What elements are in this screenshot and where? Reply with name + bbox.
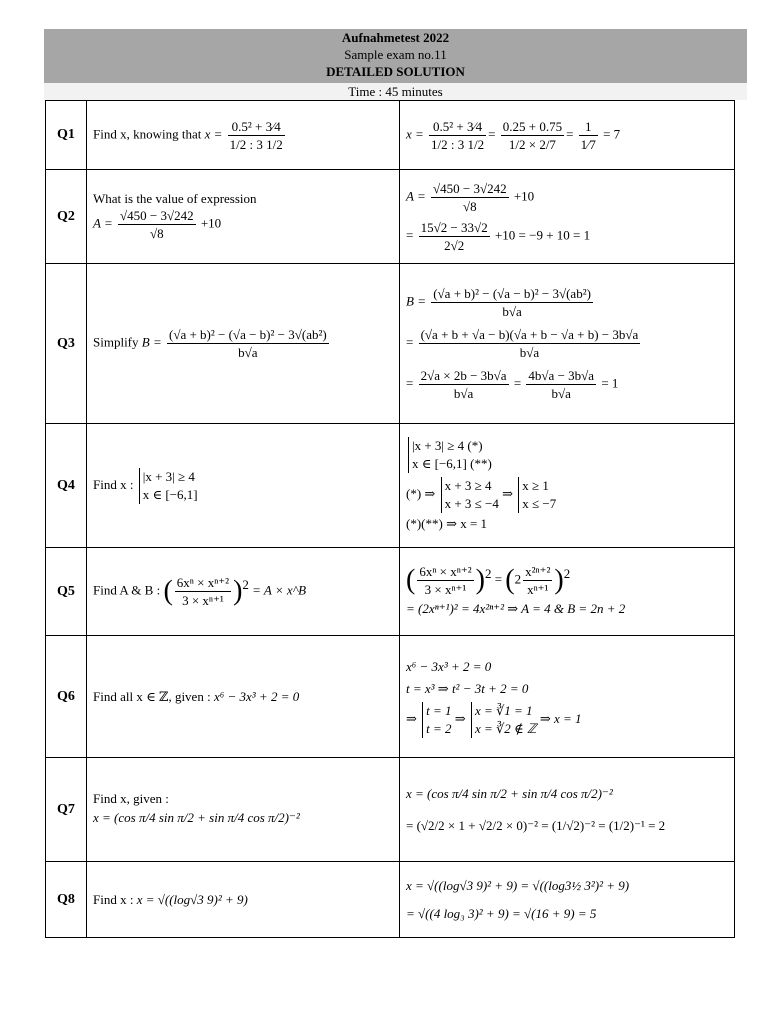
question-cell xyxy=(87,862,400,938)
fraction-numerator: 0.5² + 3⁄4 xyxy=(429,118,486,136)
fraction-denominator: b√a xyxy=(453,386,474,401)
fraction-denominator: 1/2 × 2/7 xyxy=(508,136,556,152)
table-row xyxy=(46,101,735,170)
question-prompt: Find x : xyxy=(93,476,134,492)
solution-line: t = x³ ⇒ t² − 3t + 2 = 0 xyxy=(406,680,529,696)
fraction-numerator: 6xⁿ × xⁿ⁺² xyxy=(176,575,230,590)
fraction-numerator: (√a + b)² − (√a − b)² − 3√(ab²) xyxy=(168,327,327,342)
fraction-numerator: (√a + b)² − (√a − b)² − 3√(ab²) xyxy=(433,286,591,301)
exam-subtitle: Sample exam no.11 xyxy=(344,47,447,62)
solution-lead: = xyxy=(406,375,414,391)
solution-fraction xyxy=(431,180,509,215)
table-row xyxy=(46,548,735,636)
solution-conclusion: (*)(**) ⇒ x = 1 xyxy=(406,515,488,531)
solution-cell xyxy=(400,636,735,758)
solution-cell xyxy=(400,424,735,548)
question-tail: = A × x^B xyxy=(252,582,307,598)
fraction-numerator: 15√2 − 33√2 xyxy=(420,219,488,235)
solution-fraction xyxy=(501,118,564,153)
solution-lhs: x = xyxy=(406,125,424,141)
bracket-line-1: t = 1 xyxy=(426,702,452,718)
question-cell xyxy=(87,170,400,264)
solution-fraction xyxy=(419,367,509,402)
solution-mid: = xyxy=(513,375,522,391)
question-fraction xyxy=(167,326,329,361)
question-number: Q2 xyxy=(46,170,87,264)
solution-cell: ( $\frac{\text{6xⁿ × xⁿ⁺²}}{\text{3 × xⁿ⁺¹}}$ )$^2$ = (2 $\frac{\text{x²ⁿ⁺²}}{\text{xⁿ⁺¹}}$ )$^2$ = (2xⁿ⁺¹)² = 4x²ⁿ⁺² ⇒ A = 4 & B = 2n + 2 xyxy=(400,548,735,636)
question-prompt: Find x, knowing that xyxy=(93,125,202,141)
question-number: Q3 xyxy=(46,264,87,424)
fraction-numerator: (√a + b + √a − b)(√a + b − √a + b) − 3b√a xyxy=(420,327,639,342)
fraction-denominator: √8 xyxy=(149,226,164,241)
solution-fraction xyxy=(419,219,490,254)
question-expression: x = (cos π/4 sin π/2 + sin π/4 cos π/2)⁻² xyxy=(93,809,300,825)
fraction-denominator: 1/2 : 3 1/2 xyxy=(431,136,485,152)
system-line-2: x ∈ [−6,1] (**) xyxy=(412,455,492,471)
solution-fraction xyxy=(419,326,641,361)
implies-arrow: ⇒ xyxy=(454,710,466,726)
fraction-denominator: b√a xyxy=(519,345,540,360)
question-fraction xyxy=(228,118,285,153)
question-prompt: Simplify xyxy=(93,334,139,350)
bracket-line-2: x + 3 ≤ −4 xyxy=(444,495,499,511)
solution-tail: +10 xyxy=(513,187,535,203)
fraction-denominator: b√a xyxy=(502,304,522,319)
fraction-numerator: 0.25 + 0.75 xyxy=(502,118,563,134)
solution-line: x⁶ − 3x³ + 2 = 0 xyxy=(406,658,492,674)
fraction-numerator: 4b√a − 3b√a xyxy=(528,368,595,383)
solution-line: x = √((log√3 9)² + 9) = √((log3½ 3²)² + 9) xyxy=(406,877,630,893)
table-row xyxy=(46,424,735,548)
question-cell xyxy=(87,758,400,862)
question-prompt: Find A & B : xyxy=(93,582,161,598)
bracket-line-2: x = ∛2 ∉ ℤ xyxy=(474,720,537,736)
solution-coefficient: 2 xyxy=(514,571,522,587)
fraction-numerator: 0.5² + 3⁄4 xyxy=(228,118,285,136)
question-expression: x⁶ − 3x³ + 2 = 0 xyxy=(213,688,300,704)
question-number: Q8 xyxy=(46,862,87,938)
bracket-line-1: x + 3 ≥ 4 xyxy=(444,477,492,493)
table-row xyxy=(46,758,735,862)
fraction-denominator: b√a xyxy=(238,345,258,360)
solution-tail: +10 = −9 + 10 = 1 xyxy=(494,226,591,242)
condition-2: x ∈ [−6,1] xyxy=(142,486,198,502)
fraction-numerator: 6xⁿ × xⁿ⁺² xyxy=(419,564,472,579)
question-lhs: A = xyxy=(93,215,113,231)
solution-system xyxy=(408,437,492,473)
question-prompt: What is the value of expression xyxy=(93,191,257,206)
solution-fraction xyxy=(417,563,473,598)
solution-fraction xyxy=(429,118,486,153)
exam-heading: DETAILED SOLUTION xyxy=(326,64,465,79)
solution-lhs: B = xyxy=(406,293,426,309)
solution-cell: x = $\frac{\text{0.5² + 3⁄4}}{1/2 : 3 1/2}$ = $\frac{0.25 + 0.75}{1/2 \times 2/7}$ = $\frac{1}{1⁄7}$ = 7 xyxy=(400,101,735,170)
solution-lead: (*) ⇒ xyxy=(406,485,436,501)
solution-fraction xyxy=(526,367,596,402)
question-number: Q7 xyxy=(46,758,87,862)
fraction-numerator: √450 − 3√242 xyxy=(119,208,194,223)
bracket-line-2: x ≤ −7 xyxy=(522,495,557,511)
question-power: 2 xyxy=(242,577,249,593)
solution-fraction xyxy=(579,118,598,153)
solution-lhs: A = xyxy=(406,187,426,203)
implies-arrow: ⇒ xyxy=(502,485,514,501)
solution-line: x = (cos π/4 sin π/2 + sin π/4 cos π/2)⁻² xyxy=(406,785,613,801)
fraction-numerator: √450 − 3√242 xyxy=(432,180,507,196)
fraction-denominator: 3 × xⁿ⁺¹ xyxy=(182,593,224,608)
bracket-line-1: x ≥ 1 xyxy=(522,477,549,493)
fraction-denominator: 2√2 xyxy=(444,237,465,253)
question-number: Q1 xyxy=(46,101,87,170)
fraction-denominator: 1/2 : 3 1/2 xyxy=(229,136,283,152)
questions-table xyxy=(45,100,735,938)
fraction-denominator: 3 × xⁿ⁺¹ xyxy=(424,582,467,597)
bracket-line-1: x = ∛1 = 1 xyxy=(474,702,533,718)
solution-fraction xyxy=(431,285,593,320)
solution-lead: ⇒ xyxy=(406,710,417,726)
question-number: Q4 xyxy=(46,424,87,548)
fraction-denominator: √8 xyxy=(462,198,477,214)
question-cell xyxy=(87,101,400,170)
condition-1: |x + 3| ≥ 4 xyxy=(142,468,195,484)
question-cell xyxy=(87,424,400,548)
fraction-numerator: 2√a × 2b − 3b√a xyxy=(420,368,507,383)
solution-tail: ⇒ x = 1 xyxy=(539,710,582,726)
condition-system xyxy=(139,468,198,504)
solution-bracket xyxy=(518,477,556,513)
solution-power: 2 xyxy=(563,566,571,582)
question-prompt: Find all x ∈ ℤ, given : xyxy=(93,688,211,704)
solution-equals: = xyxy=(494,571,503,587)
solution-cell xyxy=(400,264,735,424)
solution-power: 2 xyxy=(484,566,492,582)
question-cell xyxy=(87,264,400,424)
question-number: Q6 xyxy=(46,636,87,758)
table-row xyxy=(46,264,735,424)
question-tail: +10 xyxy=(200,215,222,231)
fraction-denominator: b√a xyxy=(551,386,571,401)
question-lhs: x = xyxy=(204,125,223,141)
table-row xyxy=(46,862,735,938)
solution-fraction xyxy=(523,563,552,598)
solution-lead: = xyxy=(406,226,414,242)
question-prompt: Find x, given : xyxy=(93,790,169,806)
solution-conclusion: = (2xⁿ⁺¹)² = 4x²ⁿ⁺² ⇒ A = 4 & B = 2n + 2 xyxy=(406,601,626,616)
solution-result: = 7 xyxy=(603,125,621,141)
question-expression: x = √((log√3 9)² + 9) xyxy=(136,891,248,907)
solution-bracket xyxy=(471,702,537,738)
question-cell xyxy=(87,636,400,758)
table-row xyxy=(46,636,735,758)
solution-line: = (√2/2 × 1 + √2/2 × 0)⁻² = (1/√2)⁻² = (1/2)⁻¹ = 2 xyxy=(406,817,666,833)
question-fraction xyxy=(175,574,231,609)
question-lhs: B = xyxy=(141,334,162,350)
solution-tail: = 1 xyxy=(601,375,619,391)
solution-bracket xyxy=(441,477,499,513)
question-prompt: Find x : xyxy=(93,891,134,907)
exam-time: Time : 45 minutes xyxy=(44,83,747,100)
fraction-numerator: 1 xyxy=(579,118,598,136)
question-fraction xyxy=(118,207,196,242)
solution-line: = √((4 log₃ 3)² + 9) = √(16 + 9) = 5 xyxy=(406,905,597,921)
bracket-line-2: t = 2 xyxy=(426,720,452,736)
solution-cell xyxy=(400,862,735,938)
question-cell: Find A & B : ( $\frac{\text{6xⁿ × xⁿ⁺²}}{\text{3 × xⁿ⁺¹}}$ )$^2$ = A × x^B xyxy=(87,548,400,636)
solution-cell xyxy=(400,758,735,862)
question-number: Q5 xyxy=(46,548,87,636)
solution-cell xyxy=(400,170,735,264)
exam-header xyxy=(44,29,747,83)
table-row xyxy=(46,170,735,264)
solution-lead: = xyxy=(406,334,414,350)
fraction-numerator: x²ⁿ⁺² xyxy=(525,564,551,579)
solution-bracket xyxy=(422,702,451,738)
system-line-1: |x + 3| ≥ 4 (*) xyxy=(412,437,483,453)
exam-title: Aufnahmetest 2022 xyxy=(341,30,450,45)
fraction-denominator: 1⁄7 xyxy=(580,136,596,152)
fraction-denominator: xⁿ⁺¹ xyxy=(527,582,549,597)
